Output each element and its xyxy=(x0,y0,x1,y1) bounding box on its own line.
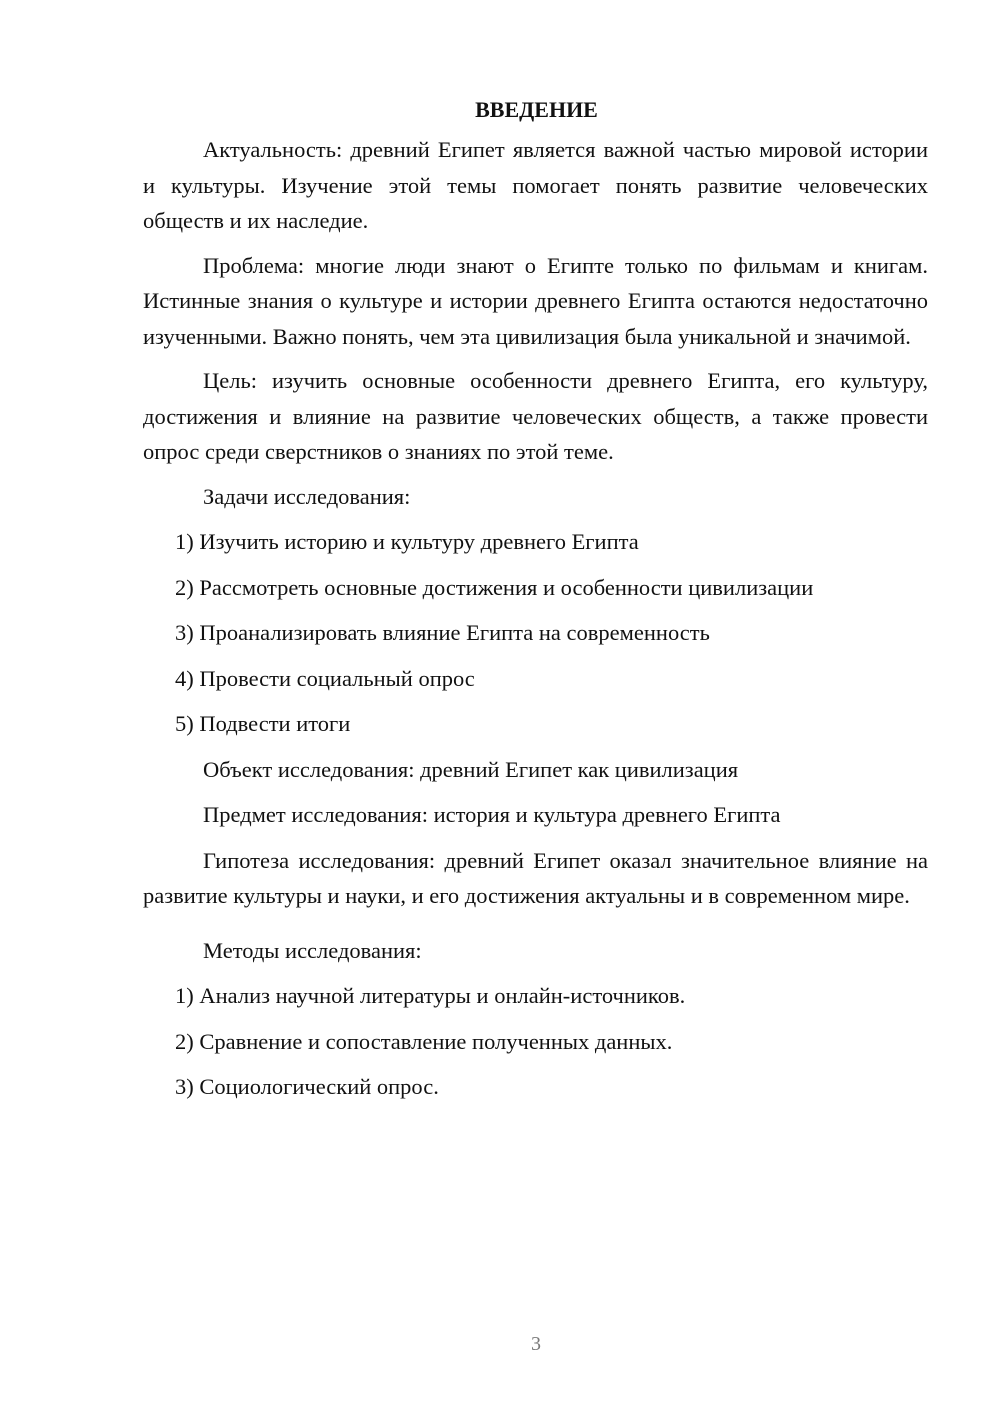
problem-paragraph: Проблема: многие люди знают о Египте только по фильмам и книгам. Истинные знания о культуре и истории древнего Египта остаются недостаточно изученными. Важно понять, чем эта цивилизация была уникальной и значимой. xyxy=(143,252,928,349)
method-item: 1) Анализ научной литературы и онлайн-источников. xyxy=(175,983,686,1008)
task-item: 1) Изучить историю и культуру древнего Египта xyxy=(175,529,639,554)
document-page xyxy=(143,95,928,1105)
research-subject: Предмет исследования: история и культура древнего Египта xyxy=(203,802,781,827)
section-title: ВВЕДЕНИЕ xyxy=(475,97,598,122)
method-item: 2) Сравнение и сопоставление полученных данных. xyxy=(175,1028,673,1054)
research-object: Объект исследования: древний Египет как цивилизация xyxy=(203,756,739,782)
task-item: 4) Провести социальный опрос xyxy=(175,665,475,691)
task-item: 5) Подвести итоги xyxy=(175,711,351,736)
method-item: 3) Социологический опрос. xyxy=(175,1074,439,1099)
task-item: 2) Рассмотреть основные достижения и особенности цивилизации xyxy=(175,574,814,600)
task-item: 3) Проанализировать влияние Египта на современность xyxy=(175,620,710,645)
relevance-paragraph: Актуальность: древний Египет является важной частью мировой истории и культуры. Изучение этой темы помогает понять развитие человеческих обществ и их наследие. xyxy=(143,137,928,233)
page-number: 3 xyxy=(531,1333,541,1355)
tasks-heading: Задачи исследования: xyxy=(203,483,411,509)
hypothesis-paragraph: Гипотеза исследования: древний Египет оказал значительное влияние на развитие культуры и науки, и его достижения актуальны и в современном мире. xyxy=(143,847,928,908)
goal-paragraph: Цель: изучить основные особенности древнего Египта, его культуру, достижения и влияние на развитие человеческих обществ, а также провести опрос среди сверстников о знаниях по этой теме. xyxy=(143,368,928,464)
methods-heading: Методы исследования: xyxy=(203,937,422,963)
